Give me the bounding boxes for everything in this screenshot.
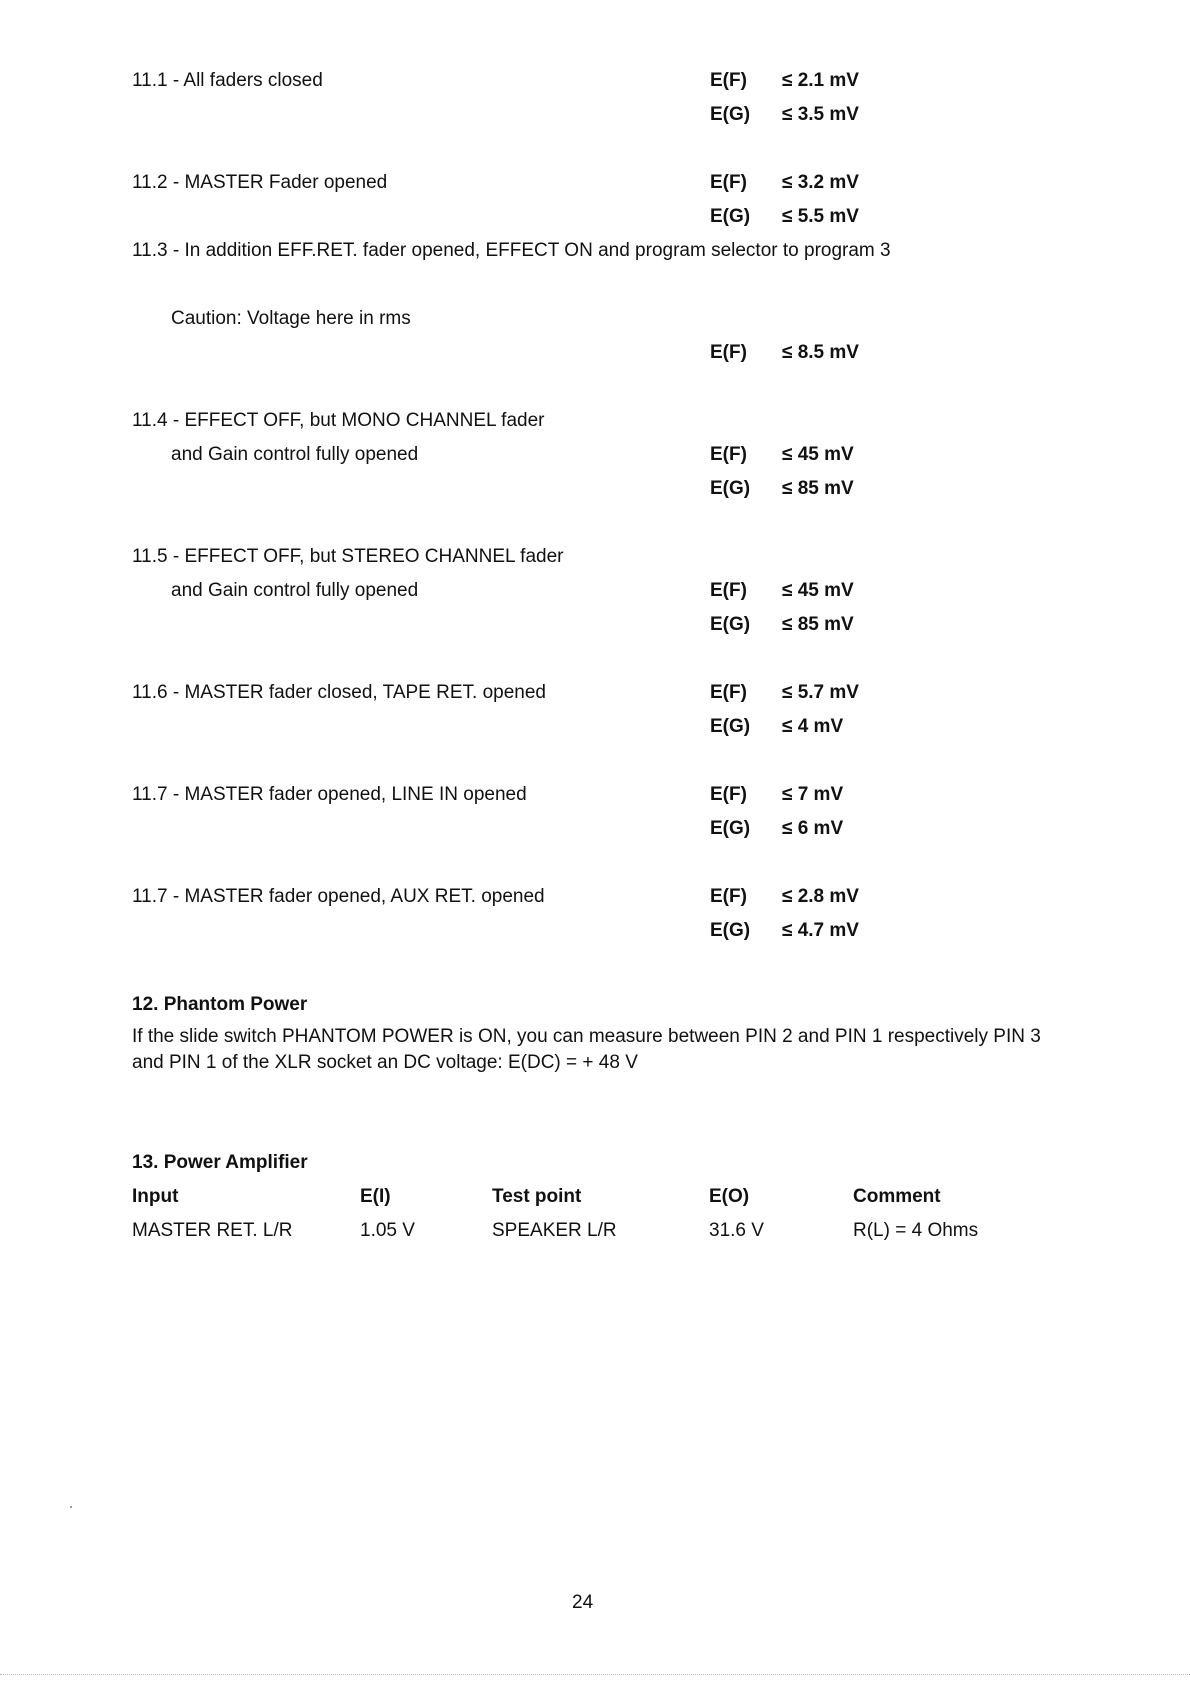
item-11-7b-ef-label: E(F) [710, 886, 747, 907]
phantom-power-paragraph: If the slide switch PHANTOM POWER is ON, you can measure between PIN 2 and PIN 1 respectively PIN 3 and PIN 1 of the XLR socket an DC voltage: E(DC) = + 48 V [132, 1026, 1041, 1073]
page-number: 24 [572, 1592, 594, 1613]
item-11-7b-eg-value: ≤ 4.7 mV [782, 920, 859, 941]
power-amplifier-heading: 13. Power Amplifier [132, 1152, 308, 1173]
table-header-ei: E(I) [360, 1186, 391, 1207]
item-11-4-eg-value: ≤ 85 mV [782, 478, 854, 499]
table-cell-input: MASTER RET. L/R [132, 1220, 293, 1241]
table-cell-comment: R(L) = 4 Ohms [853, 1220, 979, 1241]
item-11-5-ef-value: ≤ 45 mV [782, 580, 854, 601]
item-11-7b-ef-value: ≤ 2.8 mV [782, 886, 859, 907]
item-11-4-ef-value: ≤ 45 mV [782, 444, 854, 465]
item-11-1-ef-value: ≤ 2.1 mV [782, 70, 859, 91]
item-11-4-text: 11.4 - EFFECT OFF, but MONO CHANNEL fader [132, 410, 545, 431]
item-11-6-eg-label: E(G) [710, 716, 751, 737]
item-11-2-eg-value: ≤ 5.5 mV [782, 206, 859, 227]
item-11-5-text2: and Gain control fully opened [171, 580, 419, 601]
item-11-7a-eg-value: ≤ 6 mV [782, 818, 844, 839]
item-11-7a-ef-label: E(F) [710, 784, 747, 805]
item-11-5-ef-label: E(F) [710, 580, 747, 601]
item-11-7a-ef-value: ≤ 7 mV [782, 784, 844, 805]
item-11-2-text: 11.2 - MASTER Fader opened [132, 172, 388, 193]
item-11-1-eg-value: ≤ 3.5 mV [782, 104, 859, 125]
table-header-comment: Comment [853, 1186, 941, 1207]
item-11-7a-eg-label: E(G) [710, 818, 751, 839]
item-11-4-ef-label: E(F) [710, 444, 747, 465]
item-11-3-ef-value: ≤ 8.5 mV [782, 342, 859, 363]
item-11-3-text: 11.3 - In addition EFF.RET. fader opened, EFFECT ON and program selector to program 3 [132, 240, 891, 261]
item-11-2-ef-label: E(F) [710, 172, 747, 193]
phantom-power-heading: 12. Phantom Power [132, 994, 308, 1015]
item-11-4-eg-label: E(G) [710, 478, 751, 499]
scan-speck [70, 1506, 72, 1508]
item-11-6-ef-value: ≤ 5.7 mV [782, 682, 859, 703]
bottom-edge-line [0, 1674, 1190, 1675]
item-11-1-text: 11.1 - All faders closed [132, 70, 323, 91]
table-cell-ei: 1.05 V [360, 1220, 415, 1241]
item-11-5-text: 11.5 - EFFECT OFF, but STEREO CHANNEL fader [132, 546, 564, 567]
table-header-test-point: Test point [492, 1186, 582, 1207]
item-11-7b-eg-label: E(G) [710, 920, 751, 941]
item-11-4-text2: and Gain control fully opened [171, 444, 419, 465]
item-11-6-eg-value: ≤ 4 mV [782, 716, 844, 737]
item-11-5-eg-value: ≤ 85 mV [782, 614, 854, 635]
table-header-input: Input [132, 1186, 179, 1207]
item-11-5-eg-label: E(G) [710, 614, 751, 635]
table-header-eo: E(O) [709, 1186, 750, 1207]
item-11-3-ef-label: E(F) [710, 342, 747, 363]
item-11-6-ef-label: E(F) [710, 682, 747, 703]
table-cell-test-point: SPEAKER L/R [492, 1220, 617, 1241]
item-11-1-ef-label: E(F) [710, 70, 747, 91]
item-11-3-caution: Caution: Voltage here in rms [171, 308, 411, 329]
item-11-1-eg-label: E(G) [710, 104, 751, 125]
item-11-7b-text: 11.7 - MASTER fader opened, AUX RET. opened [132, 886, 545, 907]
item-11-6-text: 11.6 - MASTER fader closed, TAPE RET. opened [132, 682, 546, 703]
table-cell-eo: 31.6 V [709, 1220, 764, 1241]
item-11-7a-text: 11.7 - MASTER fader opened, LINE IN opened [132, 784, 527, 805]
item-11-2-eg-label: E(G) [710, 206, 751, 227]
item-11-2-ef-value: ≤ 3.2 mV [782, 172, 859, 193]
